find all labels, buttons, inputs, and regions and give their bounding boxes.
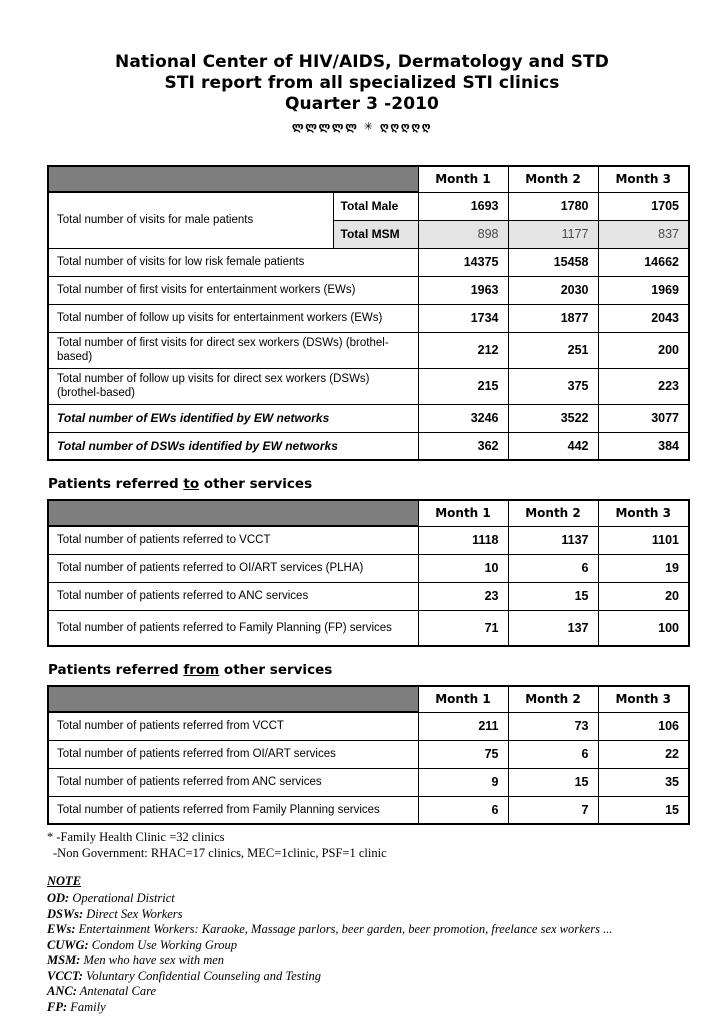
value-cell: 100 [598,610,689,646]
note-line [47,907,688,923]
row-label: Total number of visits for male patients [48,192,333,248]
table-row [48,768,689,796]
table-row [48,526,689,554]
month-header: Month 2 [508,166,598,192]
value-cell: 15 [508,582,598,610]
row-label: Total number of DSWs identified by EW networks [48,432,418,460]
table-row [48,582,689,610]
note-term: DSWs: [47,906,84,921]
value-cell: 1101 [598,526,689,554]
value-cell: 7 [508,796,598,824]
report-title-line-1: National Center of HIV/AIDS, Dermatology and STD [115,52,609,72]
heading-underlined-word: from [183,662,220,678]
table-row [48,304,689,332]
section-heading-referred-from [48,662,688,679]
month-header: Month 2 [508,686,598,712]
value-cell: 1693 [418,192,508,220]
footnote-line: -Non Government: RHAC=17 clinics, MEC=1clinic, PSF=1 clinic [53,846,387,860]
row-label: Total number of patients referred from Family Planning services [48,796,418,824]
value-cell: 15 [508,768,598,796]
value-cell: 442 [508,432,598,460]
value-cell: 73 [508,712,598,740]
row-label: Total number of follow up visits for entertainment workers (EWs) [48,304,418,332]
table-row [48,432,689,460]
month-header: Month 1 [418,686,508,712]
value-cell: 1780 [508,192,598,220]
month-header: Month 2 [508,500,598,526]
table-row [48,276,689,304]
value-cell: 3522 [508,404,598,432]
value-cell: 3077 [598,404,689,432]
note-definition: Direct Sex Workers [83,906,183,921]
heading-underlined-word: to [183,476,200,492]
note-definition: Antenatal Care [76,984,157,998]
month-header: Month 3 [598,500,689,526]
value-cell: 362 [418,432,508,460]
referred-to-table [47,499,690,647]
value-cell: 200 [598,332,689,368]
table-row [48,740,689,768]
row-label: Total number of first visits for entertainment workers (EWs) [48,276,418,304]
value-cell: 10 [418,554,508,582]
row-label: Total number of EWs identified by EW networks [48,404,418,432]
table-row [48,368,689,404]
ornament-divider: ლლლლლ ✳ ღღღღღ [291,120,433,133]
value-cell: 20 [598,582,689,610]
row-label: Total number of visits for low risk female patients [48,248,418,276]
report-content [47,165,688,1015]
value-cell: 75 [418,740,508,768]
note-line [47,984,688,1000]
value-cell: 15458 [508,248,598,276]
note-definition: Voluntary Confidential Counseling and Testing [82,968,321,983]
report-title-line-2: STI report from all specialized STI clinics [164,73,560,93]
table-row [48,192,689,220]
value-cell: 6 [418,796,508,824]
value-cell: 1734 [418,304,508,332]
value-cell: 215 [418,368,508,404]
note-definition: Family [67,999,106,1014]
value-cell: 898 [418,220,508,248]
note-term: CUWG: [47,937,89,952]
value-cell: 9 [418,768,508,796]
subrow-label: Total Male [333,192,418,220]
heading-text: other services [219,662,333,678]
value-cell: 1705 [598,192,689,220]
visits-table [47,165,690,461]
value-cell: 212 [418,332,508,368]
row-label: Total number of patients referred to Family Planning (FP) services [48,610,418,646]
value-cell: 251 [508,332,598,368]
row-label: Total number of follow up visits for direct sex workers (DSWs) (brothel-based) [48,368,418,404]
row-label: Total number of patients referred to OI/ART services (PLHA) [48,554,418,582]
table2-corner-cell [48,500,418,526]
value-cell: 106 [598,712,689,740]
table1-corner-cell [48,166,418,192]
table-header-row [48,500,689,526]
note-term: EWs: [47,922,76,936]
value-cell: 19 [598,554,689,582]
value-cell: 35 [598,768,689,796]
row-label: Total number of patients referred from OI/ART services [48,740,418,768]
value-cell: 2030 [508,276,598,304]
heading-text: Patients referred [48,662,184,678]
table-row [48,404,689,432]
report-header [0,0,724,134]
month-header: Month 1 [418,500,508,526]
subrow-label: Total MSM [333,220,418,248]
note-term: OD: [47,891,70,905]
value-cell: 14375 [418,248,508,276]
note-line [47,922,688,938]
table-row [48,610,689,646]
note-line [47,969,688,985]
note-term: MSM: [47,953,81,967]
value-cell: 6 [508,740,598,768]
value-cell: 6 [508,554,598,582]
value-cell: 137 [508,610,598,646]
value-cell: 1177 [508,220,598,248]
table3-corner-cell [48,686,418,712]
value-cell: 1877 [508,304,598,332]
report-title-line-3: Quarter 3 -2010 [285,94,439,114]
heading-text: other services [199,476,313,492]
value-cell: 2043 [598,304,689,332]
referred-from-table [47,685,690,825]
notes-section [47,873,688,1015]
row-label: Total number of patients referred to ANC services [48,582,418,610]
value-cell: 1137 [508,526,598,554]
month-header: Month 3 [598,686,689,712]
row-label: Total number of patients referred to VCCT [48,526,418,554]
notes-title: NOTE [47,874,82,888]
value-cell: 1963 [418,276,508,304]
note-definition: Men who have sex with men [80,953,225,967]
heading-text: Patients referred [48,476,184,492]
value-cell: 384 [598,432,689,460]
row-label: Total number of first visits for direct sex workers (DSWs) (brothel-based) [48,332,418,368]
month-header: Month 1 [418,166,508,192]
note-line [47,953,688,969]
table-row [48,796,689,824]
value-cell: 211 [418,712,508,740]
value-cell: 15 [598,796,689,824]
month-header: Month 3 [598,166,689,192]
value-cell: 223 [598,368,689,404]
footnotes [47,829,688,861]
value-cell: 837 [598,220,689,248]
table-row [48,554,689,582]
note-definition: Entertainment Workers: Karaoke, Massage parlors, beer garden, beer promotion, freelance sex workers ... [75,922,613,936]
table-row [48,332,689,368]
note-line [47,891,688,907]
note-term: FP: [47,999,68,1014]
note-definition: Condom Use Working Group [88,937,238,952]
value-cell: 375 [508,368,598,404]
value-cell: 1969 [598,276,689,304]
value-cell: 22 [598,740,689,768]
row-label: Total number of patients referred from ANC services [48,768,418,796]
note-term: VCCT: [47,968,83,983]
note-definition: Operational District [69,891,175,905]
note-line [47,938,688,954]
section-heading-referred-to [48,476,688,493]
value-cell: 23 [418,582,508,610]
value-cell: 1118 [418,526,508,554]
row-label: Total number of patients referred from VCCT [48,712,418,740]
footnote-line: * -Family Health Clinic =32 clinics [47,830,225,844]
note-term: ANC: [47,984,77,998]
value-cell: 3246 [418,404,508,432]
note-line [47,1000,688,1016]
value-cell: 14662 [598,248,689,276]
table-header-row [48,686,689,712]
value-cell: 71 [418,610,508,646]
table-header-row [48,166,689,192]
table-row [48,248,689,276]
table-row [48,712,689,740]
